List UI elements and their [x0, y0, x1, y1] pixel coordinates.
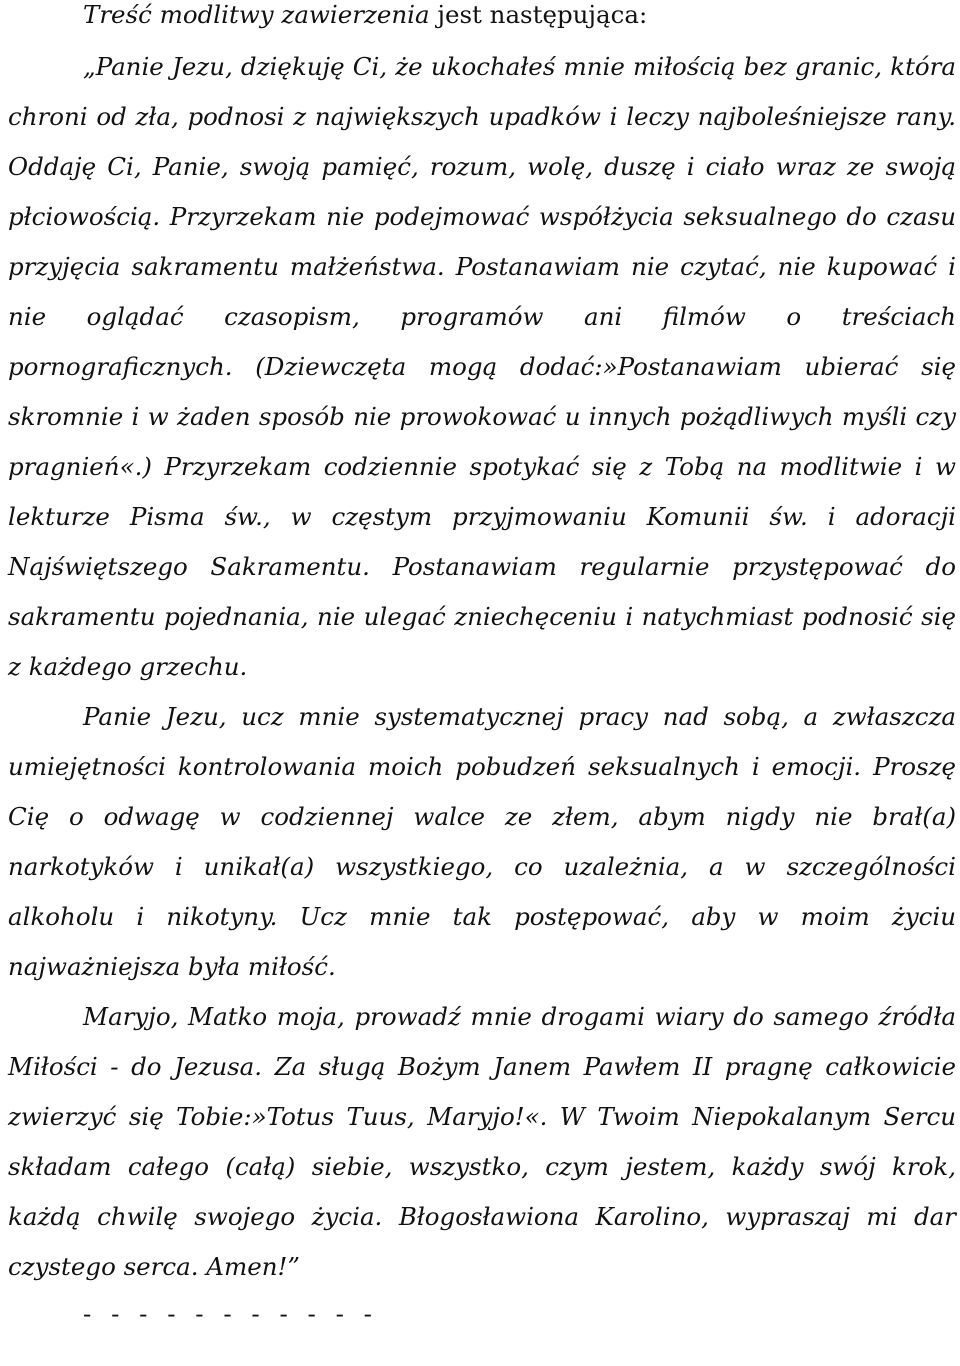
prayer-paragraph-2 — [8, 692, 956, 992]
dash-separator: - - - - - - - - - - - — [83, 1299, 378, 1328]
heading-lead: Treść modlitwy zawierzenia — [83, 0, 430, 29]
paragraph-3-text: Maryjo, Matko moja, prowadź mnie drogami wiary do samego źródła Miłości - do Jezusa. Za sługą Bożym Janem Pawłem II pragnę całkowicie zwierzyć się Tobie:»Totus Tuus, Maryjo!«. W Twoim Niepokalanym Sercu składam całego (całą) siebie, wszystko, czym jestem, każdy swój krok, każdą chwilę swojego życia. Błogosławiona Karolino, wypraszaj mi dar czystego serca. Amen!” — [8, 1002, 956, 1281]
paragraph-2-text: Panie Jezu, ucz mnie systematycznej pracy nad sobą, a zwłaszcza umiejętności kontrolowania moich pobudzeń seksualnych i emocji. Proszę Cię o odwagę w codziennej walce ze złem, abym nigdy nie brał(a) narkotyków i unikał(a) wszystkiego, co uzależnia, a w szczególności alkoholu i nikotyny. Ucz mnie tak postępować, aby w moim życiu najważniejsza była miłość. — [8, 702, 956, 981]
heading-rest: jest następująca: — [429, 0, 648, 29]
prayer-paragraph-3 — [8, 992, 956, 1292]
document-page — [8, 0, 956, 1334]
paragraph-1-text: „Panie Jezu, dziękuję Ci, że ukochałeś mnie miłością bez granic, która chroni od zła, podnosi z największych upadków i leczy najboleśniejsze rany. Oddaję Ci, Panie, swoją pamięć, rozum, wolę, duszę i ciało wraz ze swoją płciowością. Przyrzekam nie podejmować współżycia seksualnego do czasu przyjęcia sakramentu małżeństwa. Postanawiam nie czytać, nie kupować i nie oglądać czasopism, programów ani filmów o treściach pornograficznych. (Dziewczęta mogą dodać:»Postanawiam ubierać się skromnie i w żaden sposób nie prowokować u innych pożądliwych myśli czy pragnień«.) Przyrzekam codziennie spotykać się z Tobą na modlitwie i w lekturze Pisma św., w częstym przyjmowaniu Komunii św. i adoracji Najświętszego Sakramentu. Postanawiam regularnie przystępować do sakramentu pojednania, nie ulegać zniechęceniu i natychmiast podnosić się z każdego grzechu. — [8, 52, 956, 681]
intro-heading — [8, 0, 956, 30]
prayer-paragraph-1 — [8, 42, 956, 692]
